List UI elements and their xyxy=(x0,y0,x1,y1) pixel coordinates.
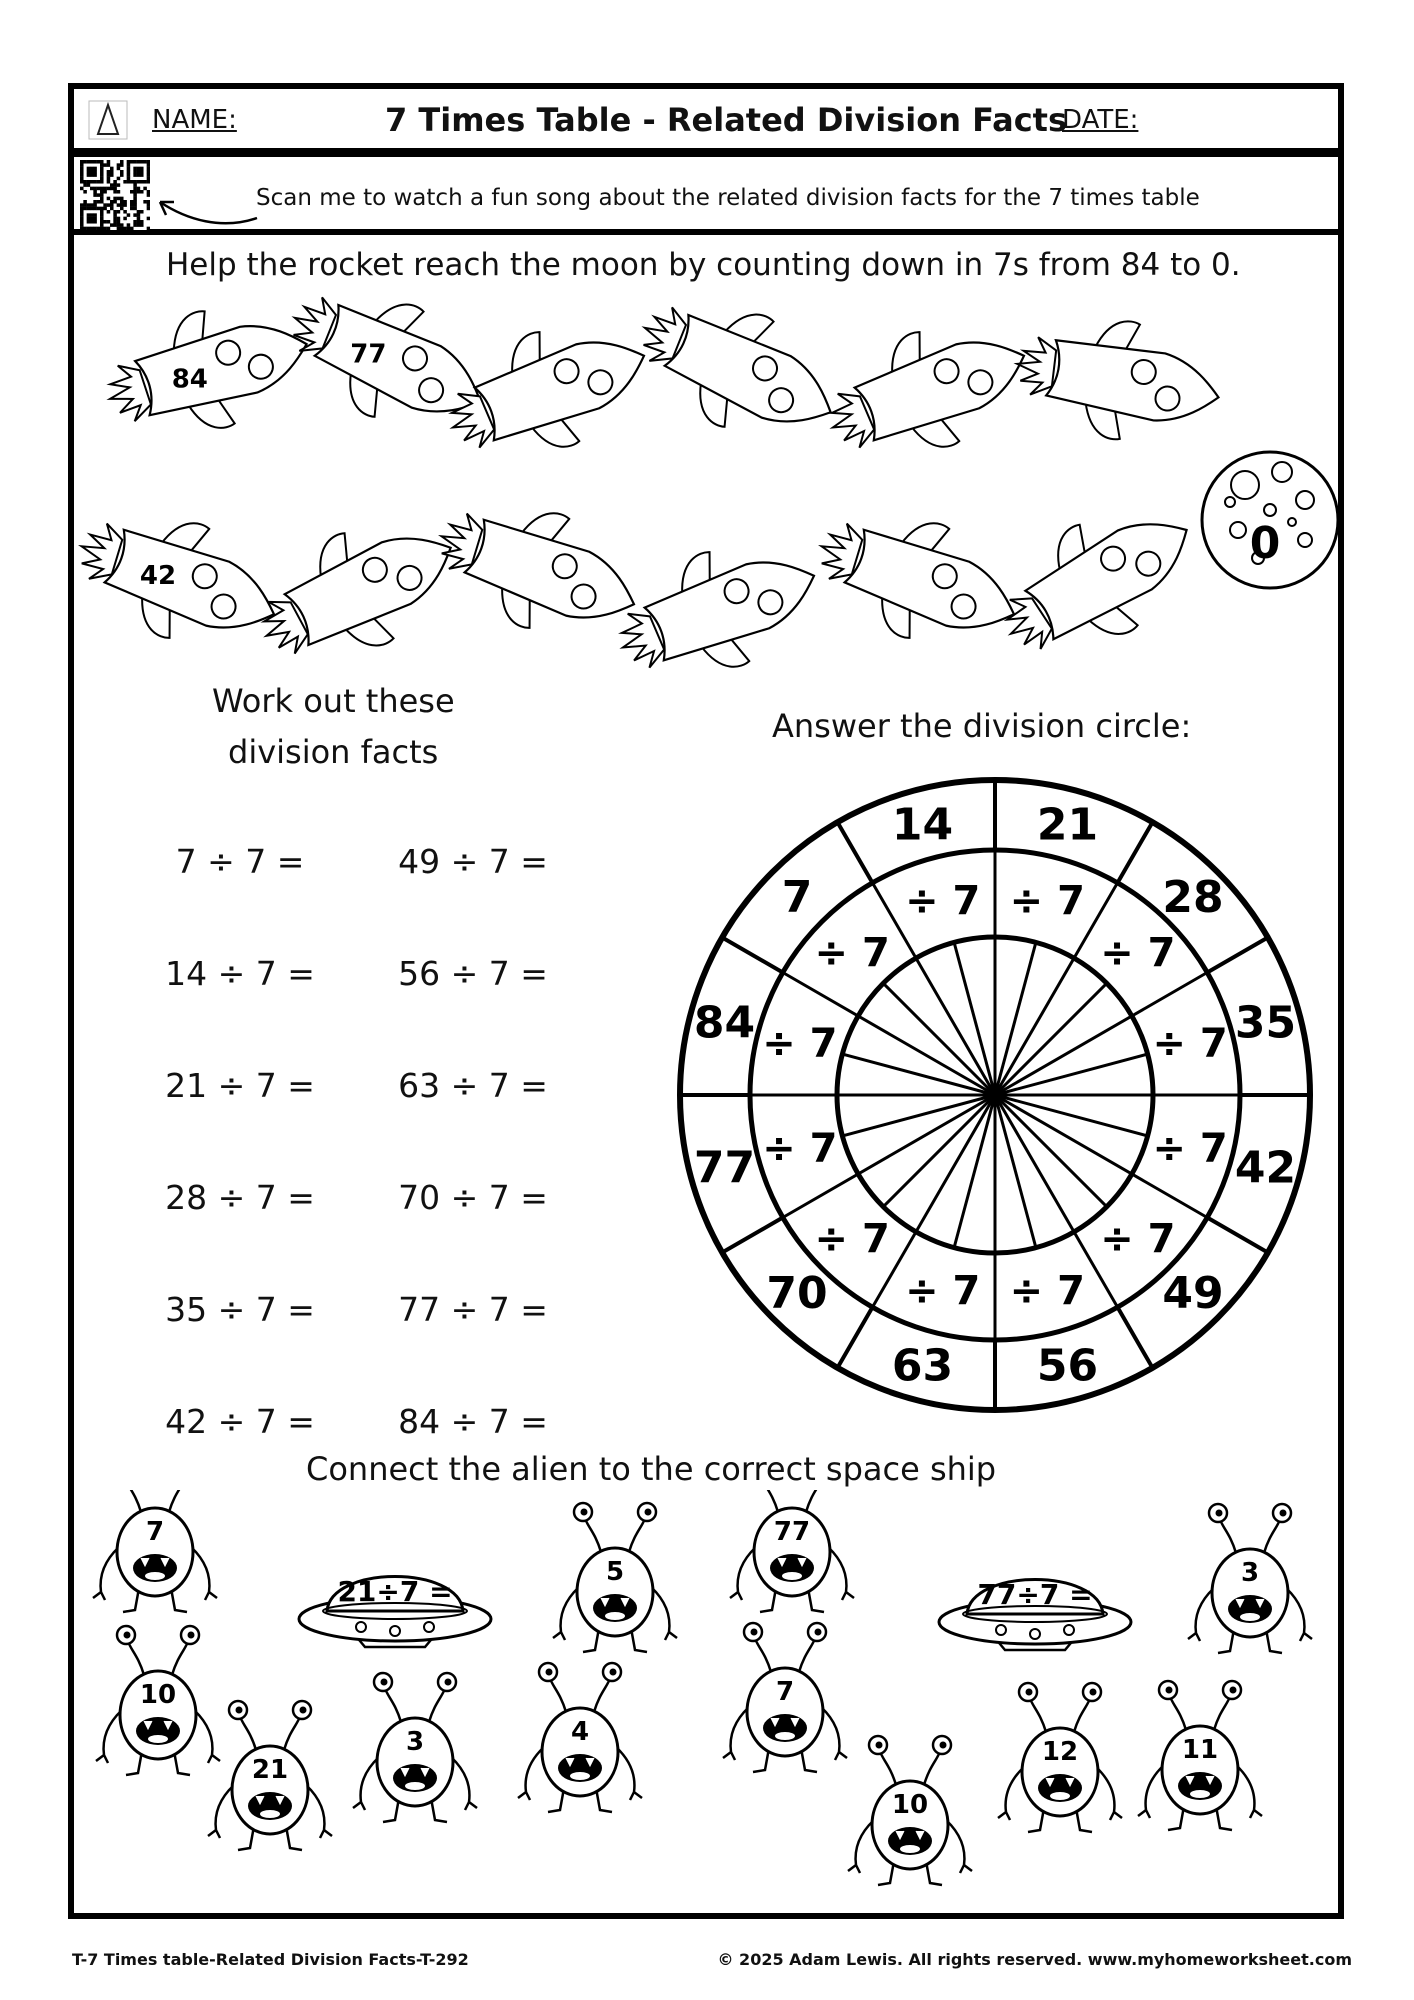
division-circle xyxy=(670,770,1320,1420)
circle-number-21: 21 xyxy=(1036,799,1099,851)
circle-operator-9: ÷ 7 xyxy=(762,1125,838,1172)
alien-4-label: 3 xyxy=(405,1727,425,1757)
circle-operator-11: ÷ 7 xyxy=(814,930,890,977)
circle-heading: Answer the division circle: xyxy=(772,707,1192,745)
alien-6 xyxy=(518,1663,642,1812)
qr-note: Scan me to watch a fun song about the related division facts for the 7 times table xyxy=(256,185,1200,211)
rocket-row1-5 xyxy=(812,300,1044,482)
fact-left-3: 21 ÷ 7 = xyxy=(165,1066,315,1105)
rocket-row1-1 xyxy=(94,290,322,454)
alien-11 xyxy=(1188,1504,1312,1653)
circle-operator-12: ÷ 7 xyxy=(905,877,981,924)
rockets-area xyxy=(70,290,1350,710)
facts-heading-line1: Work out these xyxy=(212,682,455,720)
fact-right-3: 63 ÷ 7 = xyxy=(398,1066,548,1105)
circle-number-49: 49 xyxy=(1162,1267,1224,1319)
circle-number-84: 84 xyxy=(693,997,756,1049)
circle-number-56: 56 xyxy=(1036,1340,1099,1392)
alien-3 xyxy=(208,1701,332,1850)
alien-3-label: 21 xyxy=(251,1755,289,1785)
arrow-icon xyxy=(152,190,262,230)
circle-operator-2: ÷ 7 xyxy=(1100,930,1176,977)
circle-operator-3: ÷ 7 xyxy=(1152,1020,1228,1067)
rocket-row2-6 xyxy=(980,478,1216,683)
rocket-row2-1-label: 42 xyxy=(139,561,177,592)
spaceship-1-label: 21÷7 = xyxy=(337,1575,453,1608)
spaceship-2 xyxy=(939,1578,1131,1650)
page-title: 7 Times Table - Related Division Facts xyxy=(385,101,1067,139)
circle-operator-6: ÷ 7 xyxy=(1009,1268,1085,1315)
alien-8-label: 7 xyxy=(775,1677,795,1707)
rocket-row2-2 xyxy=(241,494,476,688)
alien-2-label: 10 xyxy=(139,1680,177,1710)
alien-8 xyxy=(723,1623,847,1772)
alien-11-label: 3 xyxy=(1240,1558,1260,1588)
fact-left-6: 42 ÷ 7 = xyxy=(165,1402,315,1441)
circle-number-35: 35 xyxy=(1234,997,1297,1049)
alien-2 xyxy=(96,1626,220,1775)
spaceship-2-label: 77÷7 = xyxy=(977,1578,1093,1611)
alien-12 xyxy=(1138,1681,1262,1830)
alien-6-label: 4 xyxy=(570,1717,590,1747)
alien-5 xyxy=(553,1503,677,1652)
circle-number-77: 77 xyxy=(693,1142,756,1194)
footer-left: T-7 Times table-Related Division Facts-T-292 xyxy=(72,1950,469,1969)
moon-label: 0 xyxy=(1249,518,1281,569)
rocket-row1-2-label: 77 xyxy=(350,339,387,370)
rocket-row2-5 xyxy=(802,489,1034,671)
circle-number-42: 42 xyxy=(1234,1142,1297,1194)
alien-7 xyxy=(730,1490,854,1612)
rocket-row2-3 xyxy=(422,479,654,661)
rocket-row2-4 xyxy=(602,520,834,702)
aliens-area xyxy=(70,1490,1350,1910)
alien-9-label: 10 xyxy=(891,1790,929,1820)
fact-left-4: 28 ÷ 7 = xyxy=(165,1178,315,1217)
fact-left-1: 7 ÷ 7 = xyxy=(175,842,305,881)
circle-number-7: 7 xyxy=(781,872,813,924)
alien-5-label: 5 xyxy=(605,1557,625,1587)
fact-right-5: 77 ÷ 7 = xyxy=(398,1290,548,1329)
alien-9 xyxy=(848,1736,972,1885)
circle-operator-8: ÷ 7 xyxy=(814,1215,890,1262)
alien-7-label: 77 xyxy=(773,1517,811,1547)
fact-right-1: 49 ÷ 7 = xyxy=(398,842,548,881)
circle-operator-5: ÷ 7 xyxy=(1100,1215,1176,1262)
alien-1-label: 7 xyxy=(145,1517,165,1547)
alien-10-label: 12 xyxy=(1041,1737,1079,1767)
facts-heading-line2: division facts xyxy=(228,733,439,771)
circle-number-28: 28 xyxy=(1162,872,1224,924)
circle-operator-1: ÷ 7 xyxy=(1009,877,1085,924)
moon xyxy=(1202,452,1338,588)
name-label: NAME: xyxy=(152,105,237,135)
fact-right-2: 56 ÷ 7 = xyxy=(398,954,548,993)
circle-number-63: 63 xyxy=(891,1340,954,1392)
footer-right: © 2025 Adam Lewis. All rights reserved. www.myhomeworksheet.com xyxy=(717,1950,1352,1969)
rocket-row2-1 xyxy=(70,489,294,671)
rocket-row1-4 xyxy=(621,290,856,466)
fact-right-6: 84 ÷ 7 = xyxy=(398,1402,548,1441)
circle-number-70: 70 xyxy=(766,1267,828,1319)
alien-instruction: Connect the alien to the correct space ship xyxy=(306,1450,997,1488)
circle-number-14: 14 xyxy=(891,799,954,851)
circle-operator-7: ÷ 7 xyxy=(905,1268,981,1315)
alien-4 xyxy=(353,1673,477,1822)
rocket-row1-1-label: 84 xyxy=(171,364,208,395)
fact-left-5: 35 ÷ 7 = xyxy=(165,1290,315,1329)
fact-right-4: 70 ÷ 7 = xyxy=(398,1178,548,1217)
alien-1 xyxy=(93,1490,217,1612)
qr-code-icon xyxy=(80,160,150,230)
alien-12-label: 11 xyxy=(1181,1735,1219,1765)
spaceship-1 xyxy=(299,1575,491,1647)
fact-left-2: 14 ÷ 7 = xyxy=(165,954,315,993)
circle-operator-4: ÷ 7 xyxy=(1152,1125,1228,1172)
rocket-row1-6 xyxy=(1007,303,1229,456)
rocket-instruction: Help the rocket reach the moon by counting down in 7s from 84 to 0. xyxy=(166,247,1241,283)
date-label: DATE: xyxy=(1062,105,1139,135)
logo-icon xyxy=(88,100,128,140)
circle-operator-10: ÷ 7 xyxy=(762,1020,838,1067)
alien-10 xyxy=(998,1683,1122,1832)
